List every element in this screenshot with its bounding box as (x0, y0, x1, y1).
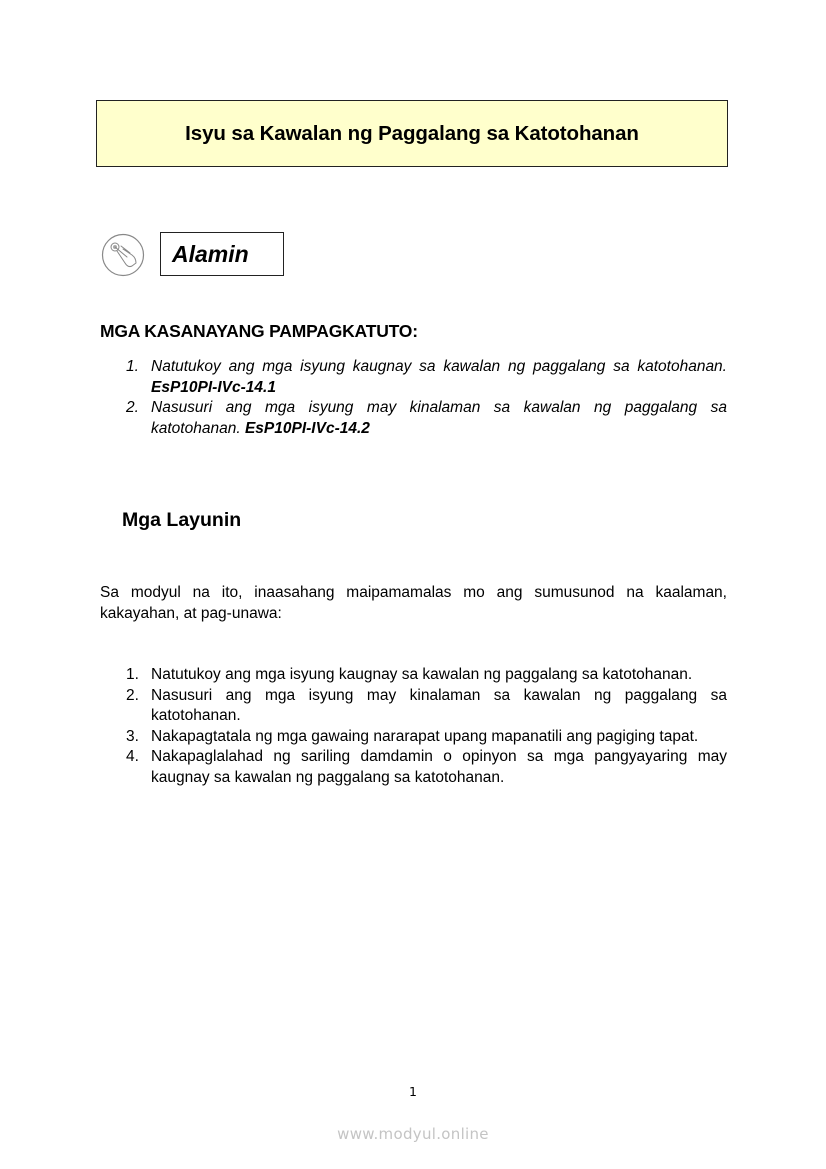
page-number: 1 (409, 1084, 417, 1099)
section-label: Alamin (172, 240, 249, 267)
item-number: 4. (126, 748, 139, 765)
competency-code: EsP10PI-IVc-14.1 (151, 378, 276, 396)
item-text: Nasusuri ang mga isyung may kinalaman sa kawalan ng paggalang sa katotohanan. (151, 686, 727, 724)
layunin-list (126, 665, 727, 788)
watermark: www.modyul.online (337, 1125, 489, 1143)
item-text: Natutukoy ang mga isyung kaugnay sa kawalan ng paggalang sa katotohanan. (151, 358, 727, 375)
item-text: Nakapaglalahad ng sariling damdamin o opinyon sa mga pangyayaring may kaugnay sa kawalan ng paggalang sa katotohanan. (151, 748, 727, 786)
layunin-intro: Sa modyul na ito, inaasahang maipamamalas mo ang sumusunod na kaalaman, kakayahan, at pag-unawa: (100, 584, 727, 622)
item-number: 2. (126, 399, 139, 416)
item-number: 1. (126, 358, 139, 375)
item-text: Natutukoy ang mga isyung kaugnay sa kawalan ng paggalang sa katotohanan. (151, 666, 693, 683)
layunin-item (126, 747, 727, 788)
item-number: 2. (126, 686, 139, 704)
document-title: Isyu sa Kawalan ng Paggalang sa Katotohanan (185, 121, 639, 145)
layunin-item (126, 665, 727, 686)
item-text: Nakapagtatala ng mga gawaing nararapat upang mapanatili ang pagiging tapat. (151, 727, 699, 745)
title-box (96, 100, 728, 167)
section-label-box (160, 232, 284, 276)
kasanayan-item (126, 357, 727, 398)
layunin-item (126, 727, 727, 748)
item-number: 1. (126, 666, 139, 683)
kasanayan-list (126, 357, 727, 439)
item-number: 3. (126, 727, 139, 745)
kasanayan-heading: MGA KASANAYANG PAMPAGKATUTO: (100, 321, 418, 341)
pointing-hand-icon (101, 233, 145, 277)
layunin-heading: Mga Layunin (122, 509, 242, 531)
competency-code: EsP10PI-IVc-14.2 (244, 419, 370, 437)
item-text: Nasusuri ang mga isyung may kinalaman sa kawalan ng paggalang sa katotohanan. (151, 399, 727, 437)
kasanayan-item (126, 398, 727, 439)
layunin-item (126, 686, 727, 727)
